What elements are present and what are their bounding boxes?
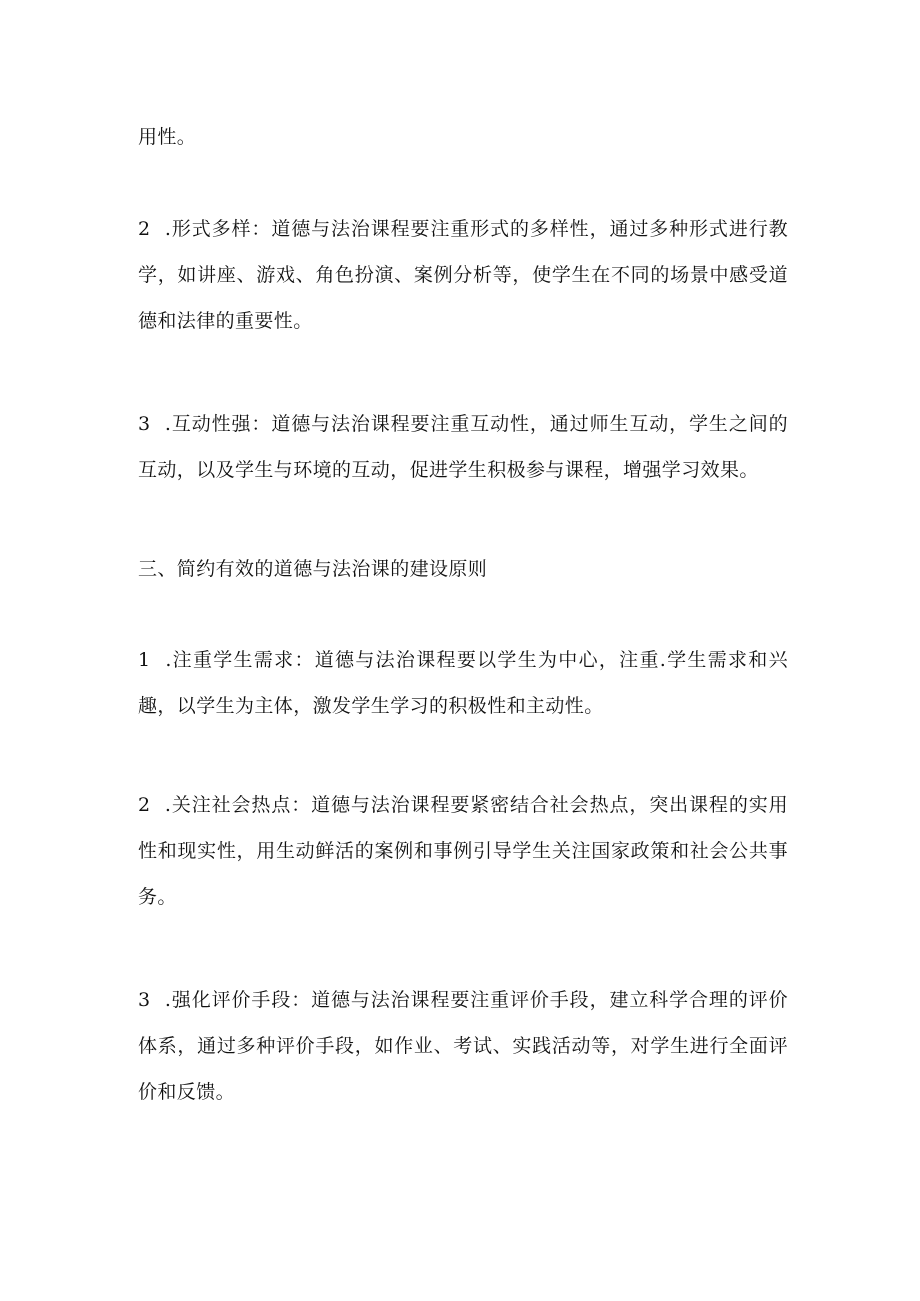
list-number: 3: [138, 413, 151, 435]
section-heading: [138, 546, 788, 592]
paragraph-continuation: [138, 114, 788, 160]
list-item-student-needs: [138, 637, 788, 729]
list-number: 2: [138, 218, 151, 240]
list-item-diverse-forms: [138, 206, 788, 344]
list-number: 3: [138, 989, 151, 1011]
heading-text: 三、简约有效的道德与法治课的建设原则: [138, 558, 488, 580]
list-item-strong-interaction: [138, 401, 788, 493]
list-item-evaluation-methods: [138, 977, 788, 1115]
paragraph-text: 用性。: [138, 126, 197, 148]
paragraph-text: .强化评价手段：道德与法治课程要注重评价手段，建立科学合理的评价体系，通过多种评价手段，如作业、考试、实践活动等，对学生进行全面评价和反馈。: [138, 989, 788, 1103]
paragraph-text: .形式多样：道德与法治课程要注重形式的多样性，通过多种形式进行教学，如讲座、游戏、角色扮演、案例分析等，使学生在不同的场景中感受道德和法律的重要性。: [138, 218, 788, 332]
paragraph-text: .关注社会热点：道德与法治课程要紧密结合社会热点，突出课程的实用性和现实性，用生动鲜活的案例和事例引导学生关注国家政策和社会公共事务。: [138, 794, 788, 908]
list-number: 1: [138, 649, 151, 671]
list-number: 2: [138, 794, 151, 816]
list-item-social-hotspots: [138, 782, 788, 920]
paragraph-text: .互动性强：道德与法治课程要注重互动性，通过师生互动，学生之间的互动，以及学生与环境的互动，促进学生积极参与课程，增强学习效果。: [138, 413, 788, 481]
paragraph-text: .注重学生需求：道德与法治课程要以学生为中心，注重.学生需求和兴趣，以学生为主体，激发学生学习的积极性和主动性。: [138, 649, 788, 717]
